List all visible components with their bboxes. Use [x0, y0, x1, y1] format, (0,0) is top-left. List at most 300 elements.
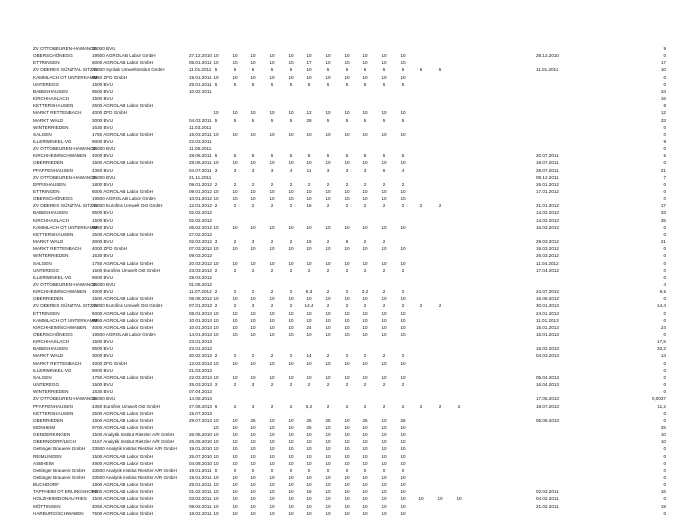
- cell-name: ASBHEIM: [33, 460, 54, 466]
- cell-name: KAMMLACH OT UNTERKAMM: [33, 224, 98, 230]
- cell-number: 10: [213, 374, 219, 380]
- cell-number: 10: [362, 260, 368, 266]
- cell-value: 16: [660, 489, 666, 495]
- cell-name: ETTRINGEN: [33, 189, 60, 194]
- table-row: [0, 374, 700, 381]
- cell-lab: 1750 AGROLAB Labor GmbH: [92, 260, 154, 266]
- cell-number: 10: [306, 224, 312, 230]
- cell-number: 5: [270, 81, 274, 87]
- cell-number: 10: [325, 224, 331, 230]
- table-row: [0, 74, 700, 81]
- cell-date2: 31.01.2012: [536, 203, 559, 209]
- cell-number: 3: [363, 167, 367, 173]
- cell-number: 10: [213, 417, 219, 423]
- cell-value: 34: [660, 88, 666, 94]
- cell-name: HOLZHEIM/DONAU-RIES: [33, 496, 87, 502]
- cell-number: 10: [269, 510, 275, 516]
- cell-number: 10: [381, 439, 387, 445]
- cell-number: 10: [456, 496, 462, 502]
- cell-name: UNTEREGG: [33, 267, 60, 273]
- table-row: [0, 481, 700, 488]
- cell-value: 0: [663, 53, 666, 59]
- cell-number: 2: [401, 267, 405, 273]
- cell-lab: 33500 Analytik Institut Rietzler A/R GmbH: [92, 467, 177, 473]
- cell-date: 15.07.2013: [189, 410, 212, 416]
- table-row: [0, 324, 700, 331]
- cell-number: 10: [213, 503, 219, 509]
- cell-number: 10: [250, 310, 256, 316]
- cell-value: 0: [663, 267, 666, 273]
- cell-number: 10: [232, 475, 238, 480]
- table-row: [0, 424, 700, 431]
- cell-lab: 4350 Eurofins Umwelt Ost GmbH: [92, 403, 160, 409]
- cell-date2: 18.07.2013: [536, 403, 559, 409]
- cell-lab: 25000 Synlab Umweltinstitut GmbH: [92, 67, 165, 73]
- cell-number: 10: [288, 374, 294, 380]
- table-row: [0, 345, 700, 352]
- cell-number: 10: [288, 439, 294, 445]
- cell-date2: 26.03.2012: [536, 253, 559, 259]
- cell-name: ETTRINGEN: [33, 60, 60, 66]
- cell-name: KIRCHHEIM/SCHWABEN: [33, 153, 87, 159]
- cell-number: 10: [344, 74, 350, 80]
- cell-name: ILLERWINKEL-VG: [33, 367, 72, 373]
- cell-date2: 05.08.2013: [536, 417, 559, 423]
- cell-number: 10: [344, 196, 350, 202]
- cell-lab: 9500 BVU: [92, 346, 113, 352]
- cell-number: 10: [400, 74, 406, 80]
- cell-number: 10: [344, 417, 350, 423]
- cell-number: 10: [344, 110, 350, 116]
- cell-number: 10: [400, 332, 406, 337]
- cell-number: 10: [269, 453, 275, 459]
- cell-value: 0: [663, 189, 666, 194]
- cell-number: 2: [289, 289, 293, 295]
- cell-value: 25: [660, 424, 666, 430]
- cell-number: 10: [232, 246, 238, 252]
- cell-number: 10: [288, 496, 294, 502]
- cell-number: 14: [306, 353, 312, 359]
- cell-number: 10: [269, 310, 275, 316]
- cell-number: 10: [288, 296, 294, 302]
- cell-number: 10: [325, 453, 331, 459]
- cell-lab: 7500 AGROLAB Labor GmbH: [92, 510, 154, 516]
- cell-lab: 4350 BVU: [92, 167, 113, 173]
- cell-number: 10: [400, 439, 406, 445]
- cell-value: 10: [660, 439, 666, 445]
- cell-value: 10: [660, 67, 666, 73]
- cell-number: 10: [269, 189, 275, 194]
- cell-number: 10: [437, 496, 443, 502]
- cell-number: 10: [325, 374, 331, 380]
- cell-number: 10: [381, 296, 387, 302]
- cell-date: 01.06.2012: [189, 281, 212, 287]
- cell-number: 2: [233, 303, 237, 309]
- cell-number: 10: [362, 224, 368, 230]
- cell-number: 5: [251, 153, 255, 159]
- cell-number: 2: [382, 382, 386, 388]
- table-row: [0, 124, 700, 131]
- cell-number: 2: [270, 289, 274, 295]
- cell-number: 5: [233, 81, 237, 87]
- cell-number: 10: [400, 460, 406, 466]
- cell-number: 10: [250, 246, 256, 252]
- table-row: [0, 310, 700, 317]
- table-row: [0, 395, 700, 402]
- cell-number: 10: [250, 489, 256, 495]
- cell-number: 2: [382, 181, 386, 187]
- cell-date: 25.01.2011: [189, 482, 212, 488]
- cell-name: KETTERSHAUSEN: [33, 231, 74, 237]
- cell-value: 9: [663, 138, 666, 144]
- cell-number: 10: [306, 53, 312, 59]
- cell-date: 11.01.2011: [189, 67, 212, 73]
- cell-number: 0: [382, 467, 386, 473]
- cell-number: 2: [233, 181, 237, 187]
- cell-date: 25.03.2013: [189, 382, 212, 388]
- cell-number: 10: [344, 296, 350, 302]
- table-row: [0, 45, 700, 52]
- cell-number: 2: [270, 382, 274, 388]
- table-row: [0, 231, 700, 238]
- cell-number: 2: [419, 203, 423, 209]
- cell-number: 10: [344, 503, 350, 509]
- cell-name: KIRCHHASLACH: [33, 96, 69, 102]
- cell-date: 04.07.2011: [189, 167, 212, 173]
- cell-number: 2: [363, 403, 367, 409]
- cell-name: OBERRIEDEN: [33, 417, 64, 423]
- cell-number: 10: [213, 439, 219, 445]
- cell-number: 10: [288, 310, 294, 316]
- cell-value: 32,2: [657, 346, 666, 352]
- cell-number: 10: [306, 74, 312, 80]
- cell-number: 10: [232, 317, 238, 323]
- cell-number: 10: [269, 332, 275, 337]
- cell-number: 10: [400, 503, 406, 509]
- cell-date2: 15.01.2013: [536, 332, 559, 337]
- cell-date: 10.02.2011: [189, 88, 212, 94]
- cell-number: 10: [400, 496, 406, 502]
- cell-date: 25.07.2010: [189, 453, 212, 459]
- cell-number: 6: [382, 167, 386, 173]
- cell-date: 07.04.2013: [189, 389, 212, 395]
- cell-name: ILLERWINKEL-VG: [33, 274, 72, 280]
- cell-number: 10: [325, 317, 331, 323]
- cell-date2: 15.02.2013: [536, 346, 559, 352]
- cell-number: 10: [362, 317, 368, 323]
- table-row: [0, 188, 700, 195]
- cell-number: 12: [306, 110, 312, 116]
- cell-number: 5: [363, 153, 367, 159]
- cell-date: 08.08.2012: [189, 296, 212, 302]
- cell-number: 2: [419, 303, 423, 309]
- cell-date: 09.03.2012: [189, 253, 212, 259]
- cell-number: 10: [232, 446, 238, 452]
- cell-date2: 29.03.2012: [536, 239, 559, 245]
- cell-date2: 11.01.2013: [536, 317, 559, 323]
- cell-date2: 04.02.2011: [536, 496, 559, 502]
- cell-name: BABENHAUSEN: [33, 88, 68, 94]
- cell-number: 2: [233, 403, 237, 409]
- cell-date: 27.12.2010: [189, 53, 212, 59]
- cell-number: 10: [381, 110, 387, 116]
- table-row: [0, 360, 700, 367]
- cell-number: 2: [270, 181, 274, 187]
- cell-number: 2: [326, 289, 330, 295]
- cell-number: 10: [381, 503, 387, 509]
- cell-number: 10: [288, 246, 294, 252]
- cell-number: 10: [400, 324, 406, 330]
- cell-lab: 25000 BVU: [92, 146, 116, 152]
- cell-number: 10: [362, 110, 368, 116]
- cell-number: 5: [214, 67, 218, 73]
- cell-number: 10: [269, 131, 275, 137]
- cell-lab: 19500 AGROLAB Labor GmbH: [92, 53, 156, 59]
- cell-number: 10: [288, 110, 294, 116]
- cell-value: 16: [660, 96, 666, 102]
- cell-date2: 09.12.2011: [536, 174, 559, 180]
- cell-value: 24: [660, 324, 666, 330]
- cell-name: ZV OTTOBEUREN-HAWANGE: [33, 146, 97, 152]
- cell-number: 10: [325, 324, 331, 330]
- cell-number: 10: [232, 260, 238, 266]
- cell-value: 0: [663, 417, 666, 423]
- cell-number: 10: [400, 189, 406, 194]
- cell-number: 10: [232, 189, 238, 194]
- cell-number: 3: [233, 167, 237, 173]
- table-row: [0, 438, 700, 445]
- cell-lab: 1630 BVU: [92, 124, 113, 130]
- cell-name: EPPISHAUSEN: [33, 181, 66, 187]
- cell-number: 3: [251, 382, 255, 388]
- cell-lab: 4000 ZFD GmbH: [92, 360, 127, 366]
- cell-number: 10: [306, 189, 312, 194]
- table-row: [0, 102, 700, 109]
- cell-number: 10: [306, 160, 312, 166]
- cell-number: 10: [213, 324, 219, 330]
- table-row: [0, 274, 700, 281]
- cell-number: 10: [344, 160, 350, 166]
- cell-value: 21: [660, 239, 666, 245]
- cell-number: 10: [381, 482, 387, 488]
- cell-number: 5: [363, 81, 367, 87]
- cell-lab: 9950 BVU: [92, 224, 113, 230]
- cell-value: 5: [663, 153, 666, 159]
- cell-number: 10: [362, 189, 368, 194]
- cell-date2: 14.02.2012: [536, 217, 559, 223]
- cell-value: 12: [660, 110, 666, 116]
- cell-date2: 19.03.2012: [536, 246, 559, 252]
- cell-value: 10: [660, 432, 666, 438]
- cell-number: 10: [344, 360, 350, 366]
- cell-lab: 9500 BVU: [92, 88, 113, 94]
- cell-number: 10: [306, 496, 312, 502]
- cell-name: KAMMLACH OT UNTERKAMM: [33, 317, 98, 323]
- cell-number: 10: [213, 224, 219, 230]
- cell-date2: 17.04.2012: [536, 267, 559, 273]
- cell-number: 10: [250, 60, 256, 66]
- cell-value: 0: [663, 81, 666, 87]
- cell-number: 10: [325, 482, 331, 488]
- cell-lab: 2500 AGROLAB Labor GmbH: [92, 103, 154, 109]
- cell-name: Oettinger Brauerei GmbH: [33, 467, 86, 473]
- cell-date2: 02.02.2011: [536, 489, 559, 495]
- cell-lab: 25000 Eurofins Umwelt Ost GmbH: [92, 203, 163, 209]
- cell-lab: 3000 BVU: [92, 239, 113, 245]
- cell-number: 10: [381, 160, 387, 166]
- cell-number: 10: [344, 453, 350, 459]
- cell-value: 0: [663, 317, 666, 323]
- cell-number: 11: [306, 167, 312, 173]
- cell-value: 0: [663, 296, 666, 302]
- cell-date2: 17.06.2013: [536, 396, 559, 402]
- cell-number: 2: [214, 181, 218, 187]
- cell-number: 10: [269, 74, 275, 80]
- cell-number: 0: [251, 467, 255, 473]
- cell-number: 10: [213, 246, 219, 252]
- cell-number: 2: [363, 181, 367, 187]
- cell-number: 10: [250, 224, 256, 230]
- cell-name: WINTERRIEDEN: [33, 389, 69, 395]
- cell-number: 10: [213, 260, 219, 266]
- cell-name: ZV OBERES GÜNZTAL SITZ EI: [33, 203, 99, 209]
- cell-number: 5: [326, 117, 330, 123]
- cell-lab: 1750 AGROLAB Labor GmbH: [92, 131, 154, 137]
- cell-number: 10: [269, 460, 275, 466]
- cell-number: 0: [270, 467, 274, 473]
- cell-number: 25: [400, 417, 406, 423]
- cell-number: 5: [438, 67, 442, 73]
- cell-value: 0: [663, 131, 666, 137]
- cell-number: 10: [306, 432, 312, 438]
- cell-number: 10: [269, 503, 275, 509]
- cell-number: 2: [382, 239, 386, 245]
- cell-name: KIRCHHEIM/SCHWABEN: [33, 324, 87, 330]
- cell-name: UNTEREGG: [33, 81, 60, 87]
- cell-number: 10: [250, 482, 256, 488]
- cell-number: 10: [344, 510, 350, 516]
- cell-number: 10: [269, 60, 275, 66]
- cell-number: 2: [251, 181, 255, 187]
- table-row: [0, 145, 700, 152]
- cell-number: 10: [306, 439, 312, 445]
- cell-number: 10: [325, 446, 331, 452]
- cell-number: 10: [288, 503, 294, 509]
- cell-number: 10: [232, 510, 238, 516]
- cell-number: 10: [269, 417, 275, 423]
- cell-lab: 3167 Analytik Institut Rietzler A/R GmbH: [92, 439, 175, 445]
- cell-number: 10: [400, 475, 406, 480]
- table-row: [0, 431, 700, 438]
- cell-number: 10: [213, 196, 219, 202]
- cell-number: 2: [345, 181, 349, 187]
- cell-date2: 05.04.2013: [536, 374, 559, 380]
- table-row: [0, 510, 700, 517]
- cell-number: 10: [232, 360, 238, 366]
- cell-number: 10: [213, 53, 219, 59]
- table-row: [0, 281, 700, 288]
- cell-number: 2: [401, 203, 405, 209]
- cell-lab: 1800 AGROLAB Labor GmbH: [92, 482, 154, 488]
- cell-number: 2: [307, 382, 311, 388]
- cell-number: 10: [325, 432, 331, 438]
- cell-name: BABENHAUSEN: [33, 210, 68, 216]
- table-row: [0, 488, 700, 495]
- cell-number: 10: [325, 131, 331, 137]
- cell-number: 10: [213, 60, 219, 66]
- cell-number: 10: [213, 460, 219, 466]
- table-row: [0, 238, 700, 245]
- cell-lab: 19500 AGROLAB Labor GmbH: [92, 196, 156, 202]
- cell-number: 2: [233, 267, 237, 273]
- cell-date: 12.01.2012: [189, 203, 212, 209]
- cell-number: 10: [269, 260, 275, 266]
- cell-number: 2: [289, 303, 293, 309]
- cell-value: 0: [663, 196, 666, 202]
- table-row: [0, 288, 700, 295]
- cell-lab: 1500 AGROLAB Labor GmbH: [92, 496, 154, 502]
- cell-number: 17: [306, 60, 312, 66]
- cell-number: 10: [269, 53, 275, 59]
- cell-number: 2: [345, 289, 349, 295]
- cell-number: 10: [232, 460, 238, 466]
- cell-lab: 6000 AGROLAB Labor GmbH: [92, 60, 154, 66]
- cell-date: 23.01.2013: [189, 339, 212, 345]
- cell-number: 10: [288, 489, 294, 495]
- cell-name: UNTEREGG: [33, 382, 60, 388]
- cell-number: 14,4: [304, 303, 314, 309]
- cell-number: 3: [345, 167, 349, 173]
- table-row: [0, 252, 700, 259]
- cell-date2: 14.02.2012: [536, 210, 559, 216]
- cell-number: 10: [400, 317, 406, 323]
- cell-number: 5: [251, 117, 255, 123]
- cell-date: 05.01.2011: [189, 60, 212, 66]
- cell-name: OBERSCHÖNEGG: [33, 332, 73, 337]
- cell-number: 10: [325, 489, 331, 495]
- cell-number: 10: [213, 131, 219, 137]
- cell-number: 10: [269, 246, 275, 252]
- cell-name: KAMMLACH OT UNTERKAMM: [33, 74, 98, 80]
- cell-number: 10: [269, 424, 275, 430]
- cell-number: 10: [306, 374, 312, 380]
- cell-date: 25.01.2011: [189, 81, 212, 87]
- cell-number: 10: [344, 317, 350, 323]
- cell-lab: 9500 BVU: [92, 210, 113, 216]
- cell-number: 2: [233, 203, 237, 209]
- table-row: [0, 217, 700, 224]
- cell-lab: 6000 AGROLAB Labor GmbH: [92, 310, 154, 316]
- cell-number: 10: [269, 432, 275, 438]
- cell-lab: 1500 BVU: [92, 382, 113, 388]
- table-row: [0, 295, 700, 302]
- cell-number: 10: [344, 189, 350, 194]
- cell-number: 10: [269, 360, 275, 366]
- cell-number: 2: [214, 353, 218, 359]
- cell-number: 10: [288, 324, 294, 330]
- cell-number: 10: [213, 424, 219, 430]
- cell-name: SALGEN: [33, 131, 52, 137]
- cell-date2: 24.07.2012: [536, 289, 559, 295]
- cell-number: 10: [325, 160, 331, 166]
- cell-lab: 4000 ZFD GmbH: [92, 246, 127, 252]
- cell-number: 10: [306, 196, 312, 202]
- cell-number: 2: [233, 289, 237, 295]
- cell-date: 26.05.2010: [189, 439, 212, 445]
- cell-number: 5: [307, 153, 311, 159]
- cell-number: 10: [250, 332, 256, 337]
- cell-date: 28.06.2011: [189, 153, 212, 159]
